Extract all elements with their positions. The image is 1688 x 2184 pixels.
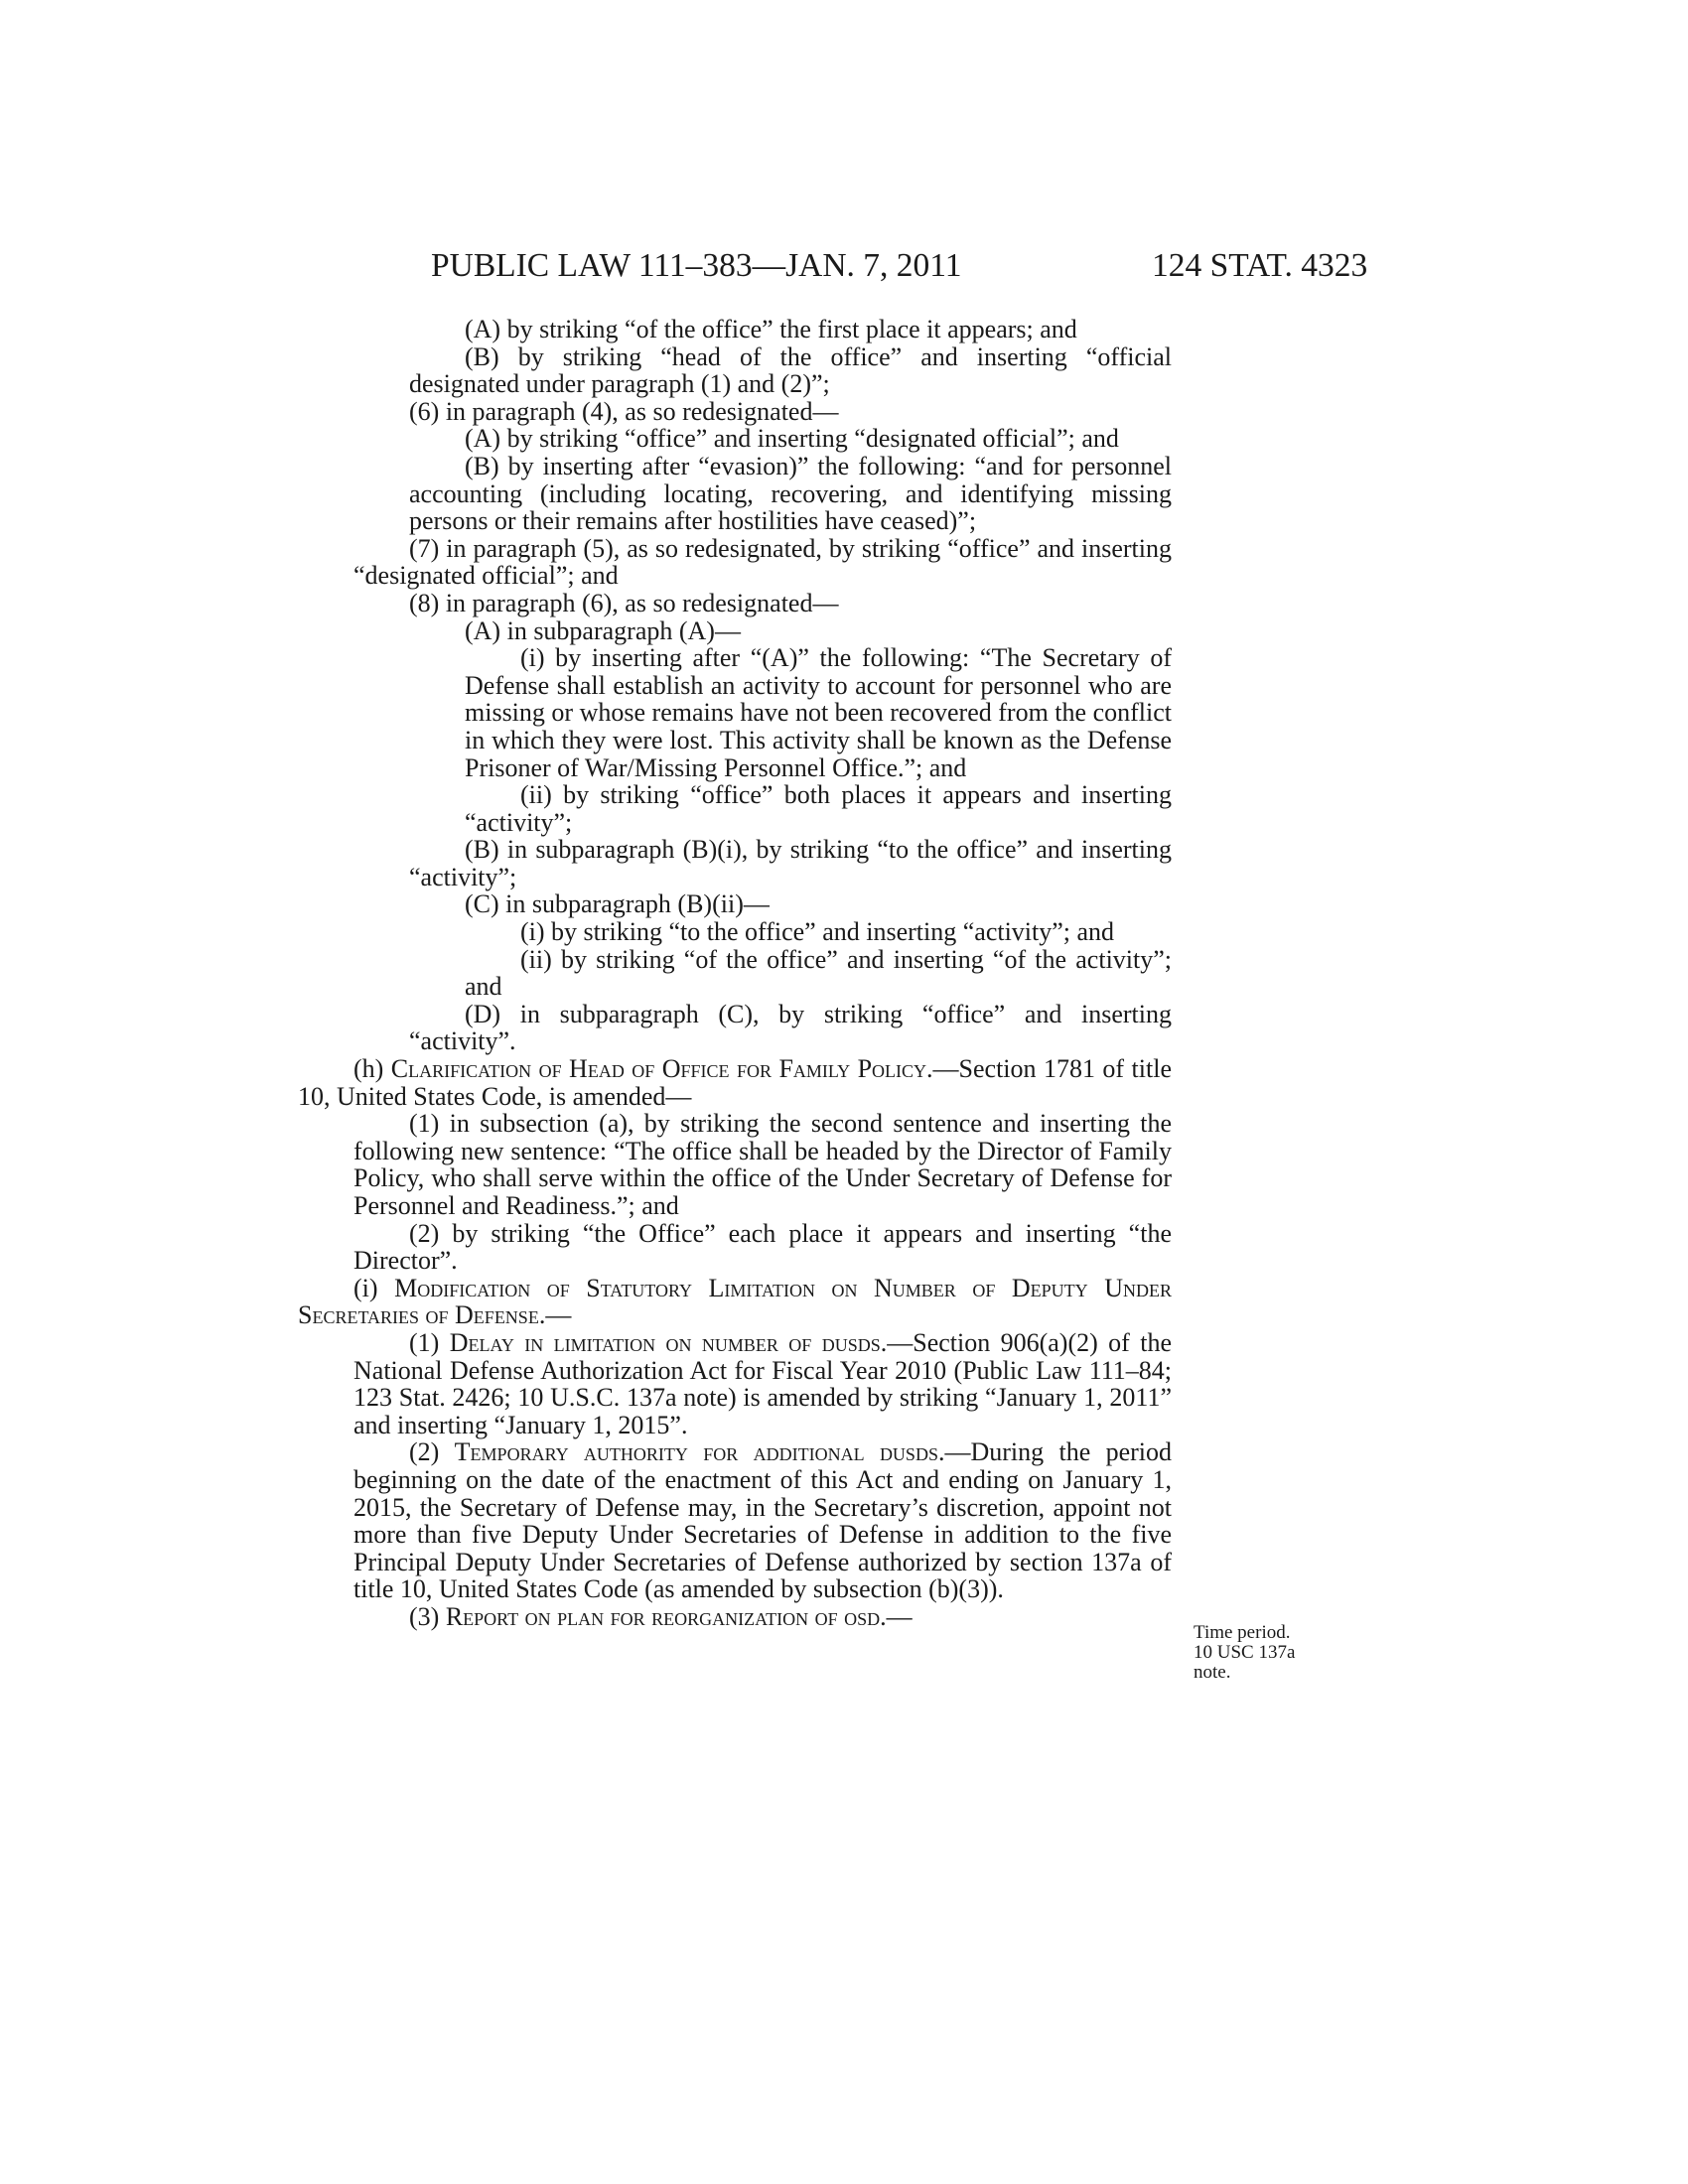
paragraph: (1) in subsection (a), by striking the second sentence and inserting the following new sentence: “The office shall be headed by the Director of Family Policy, who shall serve within the office of the Under Secretary of Defense for Personnel and Readiness.”; and [353,1109,1172,1220]
statute-body [298,316,1172,1631]
paragraph: (2) by striking “the Office” each place it appears and inserting “the Director”. [353,1218,1172,1276]
paragraph: (ii) by striking “of the office” and inserting “of the activity”; and [465,944,1172,1002]
paragraph: (6) in paragraph (4), as so redesignated— [409,396,839,426]
paragraph-i-1 [298,1329,1172,1438]
paragraph-text: — [886,1601,913,1631]
paragraph-text: —During the period beginning on the date of the enactment of this Act and ending on January 1, 2015, the Secretary of Defense may, in the Secretary’s discretion, appoint not more than five Deputy Under Secretaries of Defense in addition to the five Principal Deputy Under Secretaries of Defense authorized by section 137a of title 10, United States Code (as amended by subsection (b)(3)). [353,1437,1173,1604]
margin-note [1194,1623,1333,1683]
paragraph: (B) by inserting after “evasion)” the following: “and for personnel accounting (including locating, recovering, and identifying missing persons or their remains after hostilities have ceased)”; [409,451,1172,536]
subsection-text: —Section 1781 of title 10, United States Code, is amended— [298,1054,1172,1111]
subsection-i [298,1275,1172,1329]
subsection-heading: Modification of Statutory Limitation on Number of Deputy Under Secretaries of Defense. [298,1273,1172,1330]
paragraph-text: —Section 906(a)(2) of the National Defense Authorization Act for Fiscal Year 2010 (Public Law 111–84; 123 Stat. 2426; 10 U.S.C. 137a note) is amended by striking “January 1, 2011” and inserting “January 1, 2015”. [353,1327,1172,1439]
paragraph-heading: Report on plan for reorganization of osd. [445,1601,887,1631]
page-number: 124 STAT. 4323 [1152,247,1368,284]
paragraph-heading: Temporary authority for additional dusds. [454,1437,945,1467]
paragraph: (A) by striking “of the office” the first place it appears; and [465,315,1077,343]
paragraph: (B) in subparagraph (B)(i), by striking “to the office” and inserting “activity”; [409,835,1172,891]
paragraph: (7) in paragraph (5), as so redesignated, by striking “office” and inserting “designated official”; and [353,533,1172,591]
paragraph: (D) in subparagraph (C), by striking “office” and inserting “activity”. [409,999,1172,1056]
paragraph-label: (1) [409,1327,450,1357]
paragraph-i-2 [298,1438,1172,1603]
subsection-label: (h) [353,1054,391,1084]
paragraph: (8) in paragraph (6), as so redesignated— [409,588,839,617]
paragraph-i-3 [298,1603,1172,1631]
paragraph: (ii) by striking “office” both places it appears and inserting “activity”; [465,780,1172,837]
subsection-heading: Clarification of Head of Office for Family Policy. [390,1054,933,1084]
paragraph: (A) in subparagraph (A)— [465,615,741,645]
paragraph: (i) by inserting after “(A)” the following: “The Secretary of Defense shall establish an activity to account for personnel who are missing or whose remains have not been recovered from the conflict in which they were lost. This activity shall be known as the Defense Prisoner of War/Missing Personnel Office.”; and [465,643,1172,782]
paragraph: (C) in subparagraph (B)(ii)— [465,889,770,919]
running-header [0,246,1688,286]
subsection-text: — [545,1300,572,1330]
margin-note-line: 10 USC 137a [1194,1642,1296,1663]
paragraph: (A) by striking “office” and inserting “designated official”; and [465,424,1119,454]
subsection-label: (i) [353,1273,395,1302]
paragraph: (B) by striking “head of the office” and inserting “official designated under paragraph (1) and (2)”; [409,341,1172,399]
paragraph-label: (2) [409,1437,455,1467]
running-title: PUBLIC LAW 111–383—JAN. 7, 2011 [431,247,962,284]
margin-note-line: Time period. [1194,1622,1291,1643]
paragraph: (i) by striking “to the office” and inserting “activity”; and [520,917,1115,947]
paragraph-label: (3) [409,1601,446,1631]
paragraph-heading: Delay in limitation on number of dusds. [449,1327,888,1357]
subsection-h [298,1055,1172,1110]
margin-note-line: note. [1194,1662,1231,1683]
